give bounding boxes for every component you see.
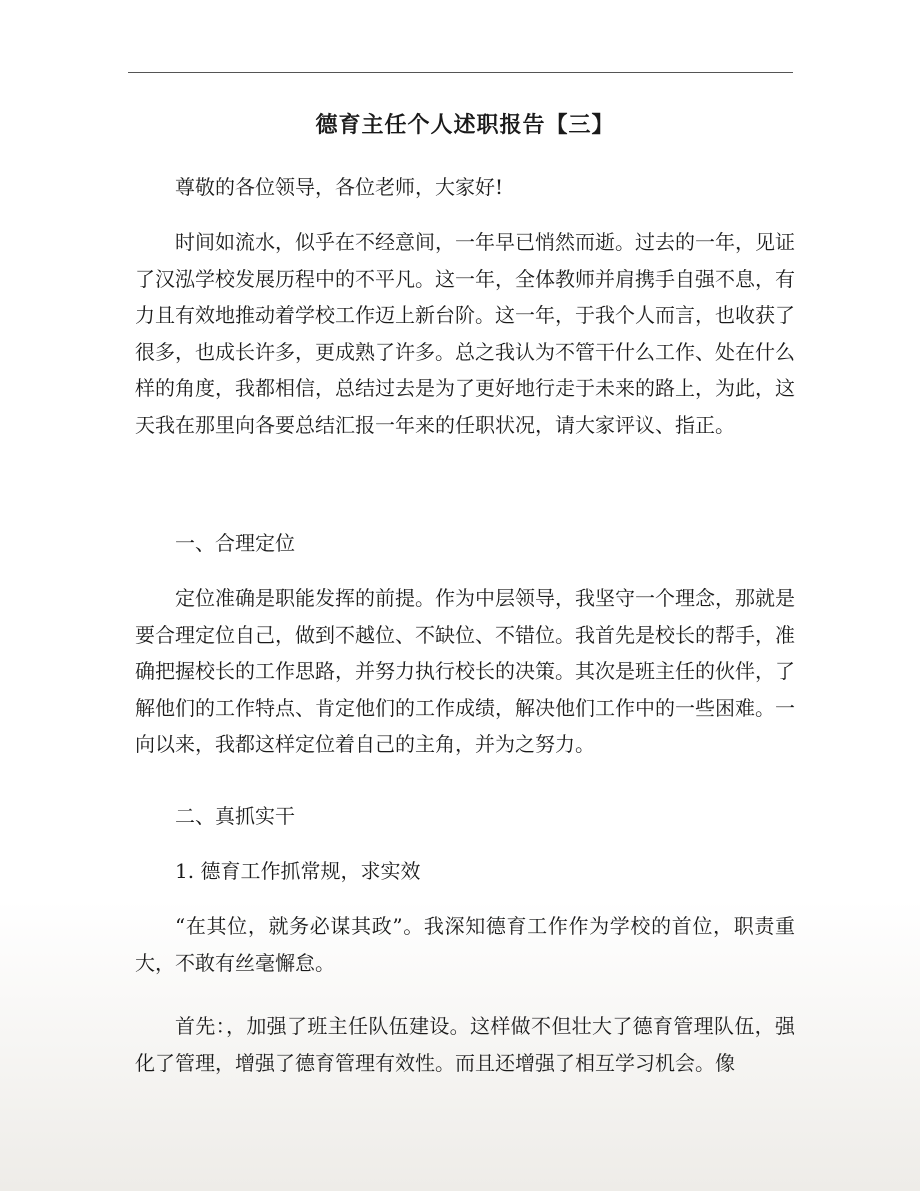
subsection-1-paragraph-2: 首先：，加强了班主任队伍建设。这样做不但壮大了德育管理队伍，强化了管理，增强了德育管理有效性。而且还增强了相互学习机会。像 — [135, 1014, 795, 1075]
section-heading-2: 二、真抓实干 — [175, 804, 295, 828]
section-1-paragraph: 定位准确是职能发挥的前提。作为中层领导，我坚守一个理念，那就是要合理定位自己，做到不越位、不缺位、不错位。我首先是校长的帮手，准确把握校长的工作思路，并努力执行校长的决策。其次是班主任的伙伴，了解他们的工作特点、肯定他们的工作成绩，解决他们工作中的一些困难。一向以来，我都这样定位着自己的主角，并为之努力。 — [135, 586, 795, 756]
section-heading-1: 一、合理定位 — [175, 531, 295, 555]
greeting-paragraph: 尊敬的各位领导，各位老师，大家好! — [175, 175, 504, 199]
subsection-heading-1: 1. 德育工作抓常规，求实效 — [175, 859, 421, 883]
document-title: 德育主任个人述职报告【三】 — [315, 113, 615, 138]
header-rule — [128, 72, 793, 73]
intro-paragraph: 时间如流水，似乎在不经意间，一年早已悄然而逝。过去的一年，见证了汉泓学校发展历程中的不平凡。这一年，全体教师并肩携手自强不息，有力且有效地推动着学校工作迈上新台阶。这一年，于我个人而言，也收获了很多，也成长许多，更成熟了许多。总之我认为不管干什么工作、处在什么样的角度，我都相信，总结过去是为了更好地行走于未来的路上，为此，这天我在那里向各要总结汇报一年来的任职状况，请大家评议、指正。 — [135, 230, 795, 437]
subsection-1-paragraph: “在其位，就务必谋其政”。我深知德育工作作为学校的首位，职责重大，不敢有丝毫懈怠。 — [135, 914, 795, 975]
